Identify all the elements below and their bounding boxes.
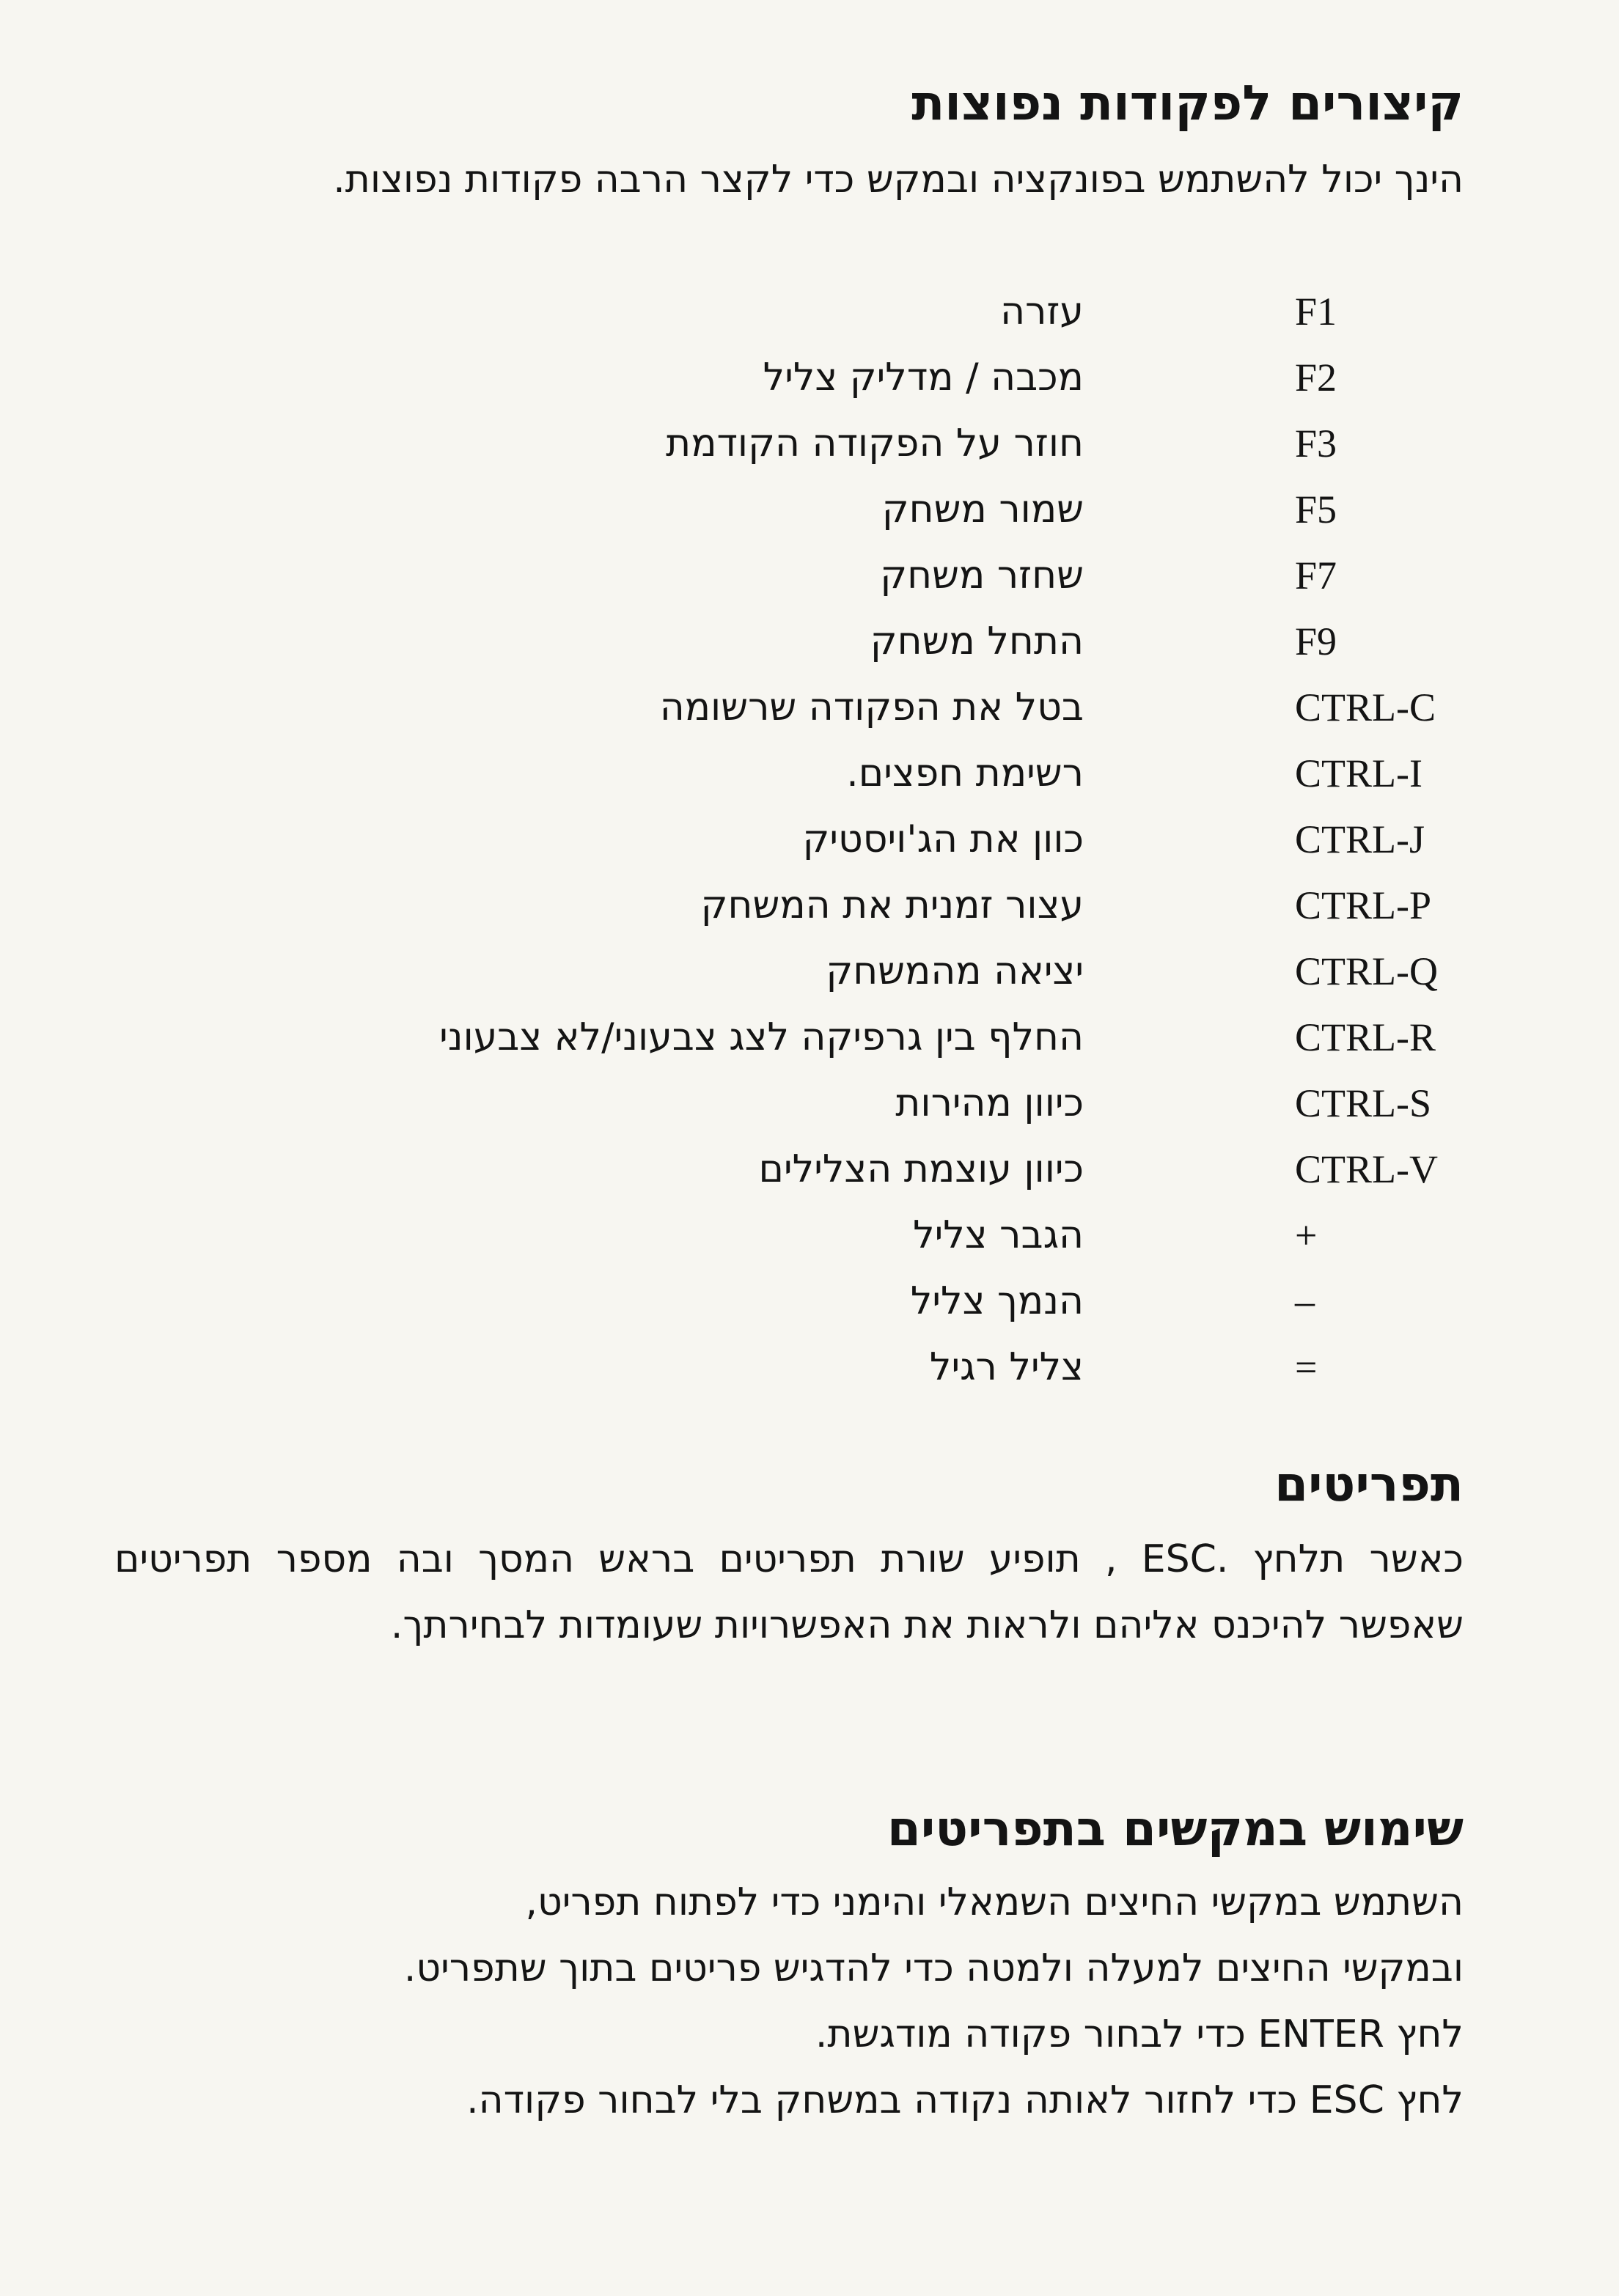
menus-body: כאשר תלחץ .ESC , תופיע שורת תפריטים בראש המסך ובה מספר תפריטים שאפשר להיכנס אליהם ולראות את האפשרויות שעומדות לבחירתך. [114,1537,1464,1647]
shortcut-row [114,1268,1464,1334]
shortcut-description: החלף בין גרפיקה לצג צבעוני/לא צבעוני [439,1015,1084,1059]
shortcut-row [114,608,1464,674]
shortcut-description: התחל משחק [870,619,1084,663]
shortcut-description: כיוון מהירות [895,1081,1084,1125]
shortcut-row [114,411,1464,477]
shortcut-row [114,674,1464,740]
shortcut-description: שמור משחק [881,487,1084,531]
shortcut-description: כיוון עוצמת הצלילים [758,1147,1084,1191]
shortcut-description: עזרה [1000,290,1084,334]
shortcut-key: + [1295,1213,1318,1257]
menu-keys-heading: שימוש במקשים בתפריטים [886,1800,1464,1857]
shortcut-row [114,542,1464,608]
shortcut-row [114,872,1464,938]
shortcut-key: CTRL-P [1295,883,1432,927]
shortcut-row [114,345,1464,411]
shortcut-row [114,806,1464,872]
shortcut-key: F2 [1295,356,1337,400]
shortcut-key: F5 [1295,487,1337,531]
shortcut-description: הגבר צליל [913,1213,1084,1257]
shortcut-row [114,1004,1464,1070]
shortcut-key: F3 [1295,422,1337,466]
shortcut-key: CTRL-V [1295,1147,1438,1191]
shortcut-description: בטל את הפקודה שרשומה [659,685,1084,729]
shortcut-description: רשימת חפצים. [846,751,1084,795]
instruction-line: לחץ ENTER כדי לבחור פקודה מודגשת. [815,2012,1464,2056]
shortcut-key: F7 [1295,553,1337,597]
shortcut-key: CTRL-S [1295,1081,1432,1125]
shortcut-description: עצור זמנית את המשחק [700,883,1084,927]
menu-keys-instructions [114,1869,1464,2133]
shortcut-key: CTRL-C [1295,685,1436,729]
shortcut-row [114,477,1464,542]
shortcuts-intro: הינך יכול להשתמש בפונקציה ובמקש כדי לקצר הרבה פקודות נפוצות. [333,158,1464,202]
shortcut-key: CTRL-Q [1295,949,1438,993]
shortcut-row [114,1070,1464,1136]
shortcut-row [114,1136,1464,1202]
shortcut-row [114,938,1464,1004]
shortcut-row [114,279,1464,345]
shortcut-row [114,740,1464,806]
shortcut-description: מכבה / מדליק צליל [763,356,1084,400]
shortcut-description: חוזר על הפקודה הקודמת [666,422,1084,466]
shortcut-key: CTRL-R [1295,1015,1436,1059]
instruction-line: לחץ ESC כדי לחזור לאותה נקודה במשחק בלי לבחור פקודה. [466,2078,1464,2122]
instruction-line: השתמש במקשי החיצים השמאלי והימני כדי לפתוח תפריט, [525,1880,1464,1924]
shortcut-key: F1 [1295,290,1337,334]
shortcut-description: יציאה מהמשחק [826,949,1084,993]
shortcut-list [114,279,1464,1400]
shortcut-key: – [1295,1279,1315,1323]
shortcut-description: צליל רגיל [929,1345,1084,1389]
shortcut-key: CTRL-I [1295,751,1422,795]
shortcut-description: הנמך צליל [910,1279,1084,1323]
instruction-line: ובמקשי החיצים למעלה ולמטה כדי להדגיש פריטים בתוך שתפריט. [403,1946,1464,1990]
shortcut-key: CTRL-J [1295,817,1425,861]
shortcut-row [114,1334,1464,1400]
shortcut-description: כוון את הג'ויסטיק [802,817,1084,861]
menus-heading: תפריטים [1274,1456,1464,1512]
shortcut-key: = [1295,1345,1318,1389]
shortcut-row [114,1202,1464,1268]
shortcut-key: F9 [1295,619,1337,663]
shortcut-description: שחזר משחק [880,553,1084,597]
shortcuts-heading: קיצורים לפקודות נפוצות [911,75,1464,131]
